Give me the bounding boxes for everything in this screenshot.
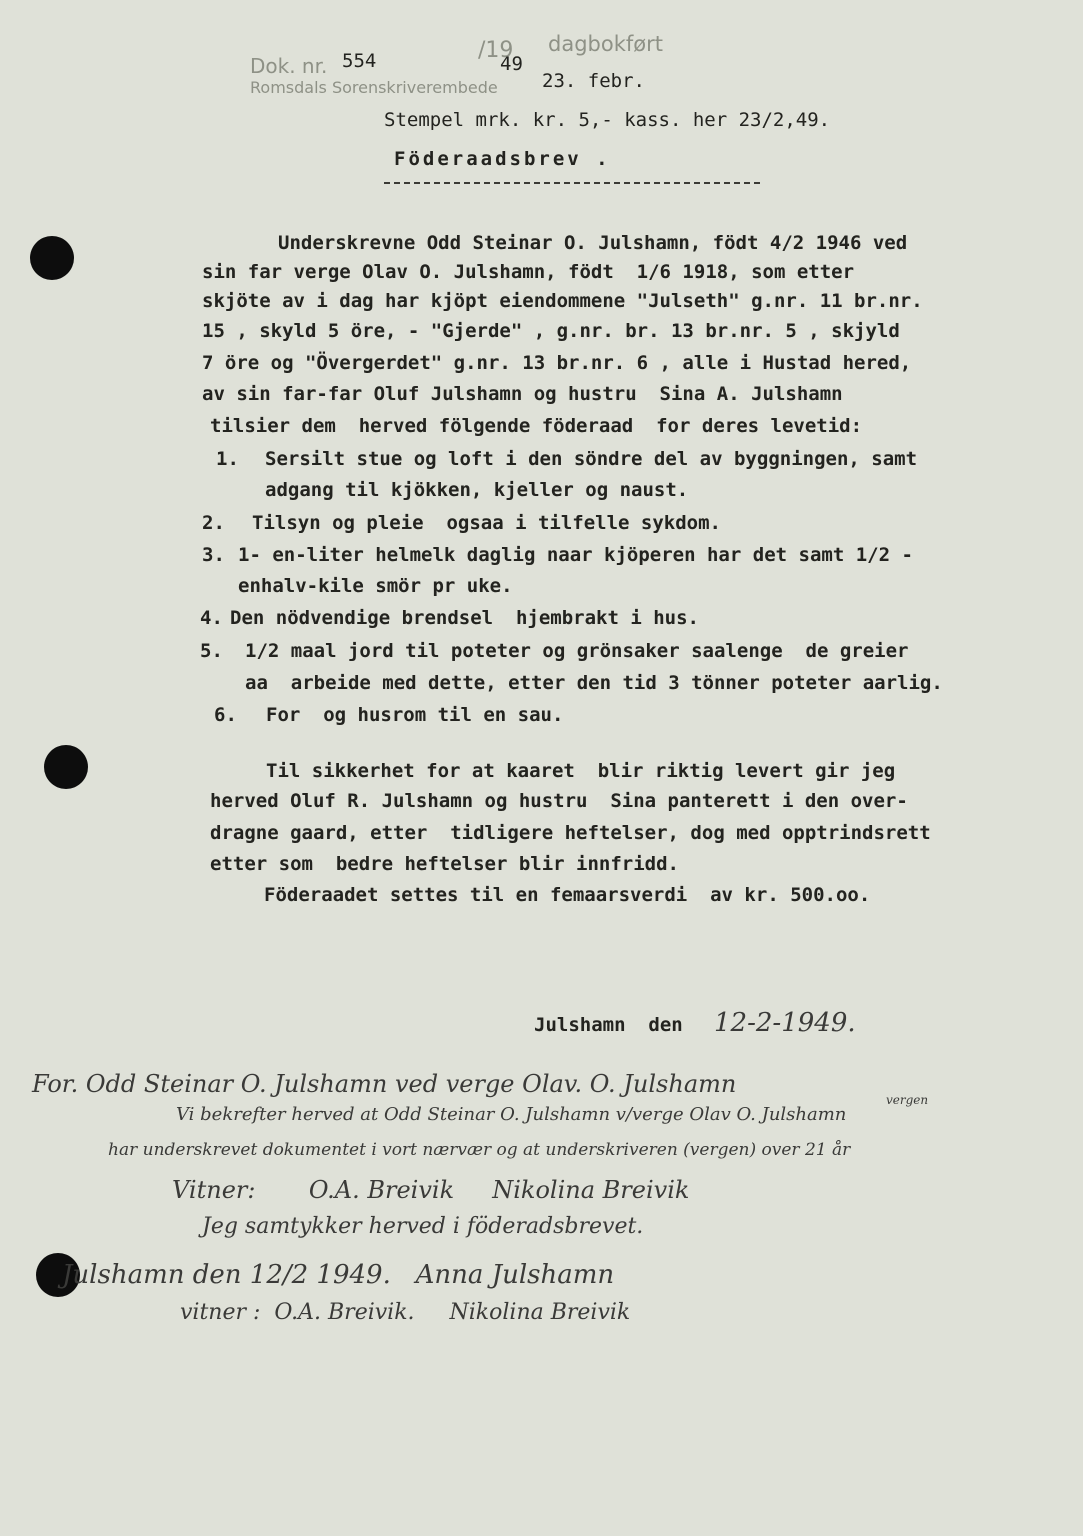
item-number: 1. <box>216 448 239 470</box>
item-number: 4. <box>200 607 223 629</box>
security-line: etter som bedre heftelser blir innfridd. <box>210 853 679 875</box>
doc-number: 554 <box>342 50 377 72</box>
stamp-year-label: /19 <box>478 38 514 63</box>
handwritten-insert: vergen <box>886 1093 929 1107</box>
item-line: enhalv-kile smör pr uke. <box>238 575 513 597</box>
place-date-handwritten: 12-2-1949. <box>714 1008 856 1038</box>
security-line: dragne gaard, etter tidligere heftelser, dog med opptrindsrett <box>210 822 931 844</box>
body-line: tilsier dem herved fölgende föderaad for deres levetid: <box>210 415 863 437</box>
item-line: Sersilt stue og loft i den söndre del av byggningen, samt <box>265 448 918 470</box>
handwritten-line: har underskrevet dokumentet i vort nærvær og at underskriveren (vergen) over 21 år <box>108 1140 851 1160</box>
item-line: adgang til kjökken, kjeller og naust. <box>265 479 689 501</box>
item-line: 1/2 maal jord til poteter og grönsaker saalenge de greier <box>245 640 909 662</box>
body-line: 7 öre og "Övergerdet" g.nr. 13 br.nr. 6 , alle i Hustad hered, <box>202 352 912 374</box>
item-number: 3. <box>202 544 225 566</box>
item-number: 5. <box>200 640 223 662</box>
security-line: Föderaadet settes til en femaarsverdi av kr. 500.oo. <box>264 884 871 906</box>
handwritten-line: Vi bekrefter herved at Odd Steinar O. Julshamn v/verge Olav O. Julshamn <box>176 1104 847 1125</box>
item-line: 1- en-liter helmelk daglig naar kjöperen har det samt 1/2 - <box>238 544 913 566</box>
stamp-doc-label: Dok. nr. <box>250 54 328 78</box>
year: 49 <box>500 53 523 75</box>
item-number: 6. <box>214 704 237 726</box>
body-line: av sin far-far Oluf Julshamn og hustru Sina A. Julshamn <box>202 383 843 405</box>
body-line: skjöte av i dag har kjöpt eiendommene "Julseth" g.nr. 11 br.nr. <box>202 290 923 312</box>
body-line: Underskrevne Odd Steinar O. Julshamn, födt 4/2 1946 ved <box>278 232 908 254</box>
stamp-book-label: dagbokført <box>548 32 663 56</box>
security-line: herved Oluf R. Julshamn og hustru Sina panterett i den over- <box>210 790 908 812</box>
item-line: aa arbeide med dette, etter den tid 3 tönner poteter aarlig. <box>245 672 943 694</box>
handwritten-witnesses: Vitner: O.A. Breivik Nikolina Breivik <box>172 1176 690 1204</box>
document-title: Föderaadsbrev . <box>394 148 611 170</box>
stamp-office-name: Romsdals Sorenskriverembede <box>250 78 498 97</box>
title-underline <box>384 182 760 184</box>
item-line: Den nödvendige brendsel hjembrakt i hus. <box>230 607 699 629</box>
item-number: 2. <box>202 512 225 534</box>
body-line: 15 , skyld 5 öre, - "Gjerde" , g.nr. br. 13 br.nr. 5 , skjyld <box>202 320 900 342</box>
stamp-fee-line: Stempel mrk. kr. 5,- kass. her 23/2,49. <box>384 109 831 131</box>
punch-hole-top <box>30 236 74 280</box>
handwritten-witnesses: vitner : O.A. Breivik. Nikolina Breivik <box>180 1300 631 1325</box>
handwritten-line: For. Odd Steinar O. Julshamn ved verge Olav. O. Julshamn <box>32 1070 737 1098</box>
place-date-label: Julshamn den <box>534 1014 683 1036</box>
body-line: sin far verge Olav O. Julshamn, födt 1/6 1918, som etter <box>202 261 855 283</box>
punch-hole-middle <box>44 745 88 789</box>
handwritten-signature-line: Julshamn den 12/2 1949. Anna Julshamn <box>62 1260 615 1290</box>
item-line: Tilsyn og pleie ogsaa i tilfelle sykdom. <box>252 512 721 534</box>
stamp-date: 23. febr. <box>542 70 645 92</box>
handwritten-consent: Jeg samtykker herved i föderadsbrevet. <box>202 1214 644 1239</box>
security-line: Til sikkerhet for at kaaret blir riktig levert gir jeg <box>266 760 896 782</box>
item-line: For og husrom til en sau. <box>266 704 564 726</box>
